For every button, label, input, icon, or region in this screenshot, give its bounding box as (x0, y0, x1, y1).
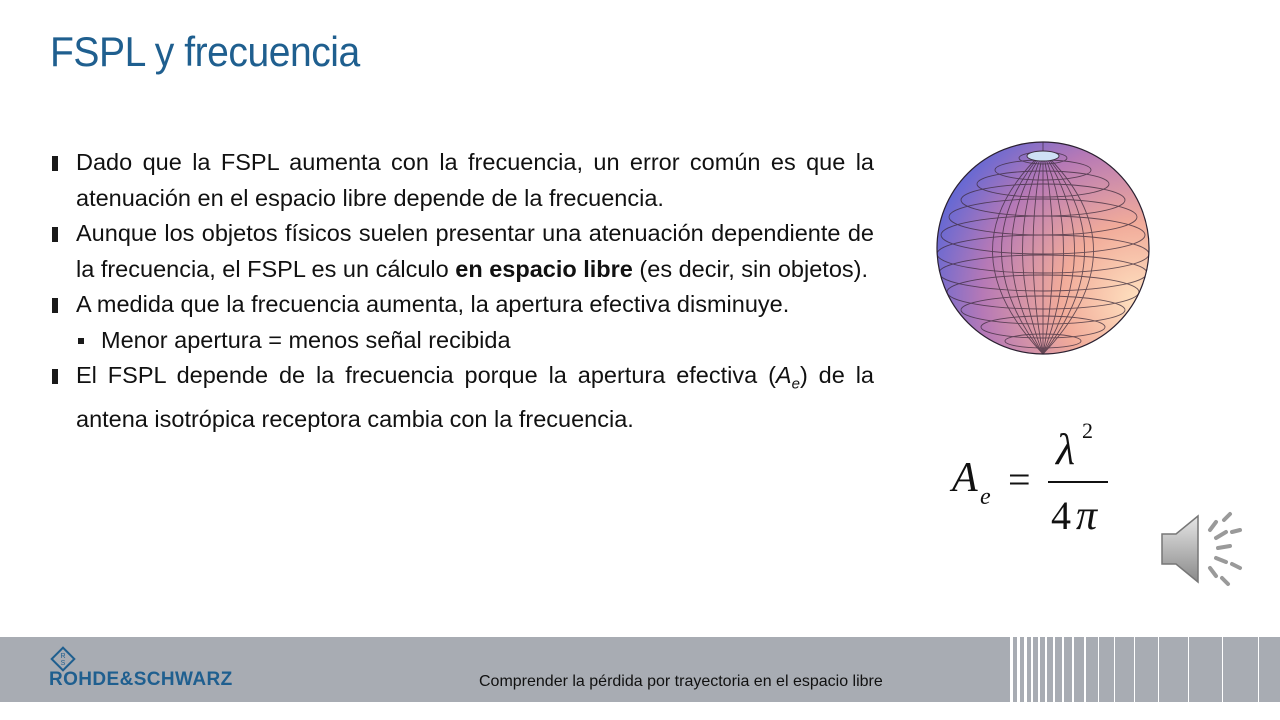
bullet-text-bold: en espacio libre (455, 255, 633, 282)
footer-stripe-pattern (1008, 637, 1280, 702)
footer-caption: Comprender la pérdida por trayectoria en el espacio libre (479, 673, 883, 690)
formula-numerator: λ (1056, 425, 1076, 474)
bullet-text-end: ) de la antena isotrópica receptora cambia con la frecuencia. (76, 362, 874, 433)
bullet-marker (52, 156, 58, 171)
bullet-item-1 (48, 145, 874, 216)
fraction-bar (1048, 481, 1108, 483)
bullet-text-start: Aunque los objetos físicos suelen presentar una atenuación dependiente de la frecuencia, el FSPL es un cálculo (76, 220, 874, 282)
sub-bullet-marker (78, 338, 84, 344)
bullet-item-2 (48, 216, 874, 287)
bullet-item-4 (48, 358, 874, 438)
formula-lhs: A (952, 455, 978, 501)
svg-text:S: S (60, 660, 66, 667)
speaker-audio-icon[interactable] (1158, 508, 1244, 590)
bullet-text: Dado que la FSPL aumenta con la frecuencia, un error común es que la atenuación en el espacio libre depende de la frecuencia. (76, 149, 874, 211)
isotropic-sphere-icon (930, 138, 1156, 360)
brand-name: ROHDE&SCHWARZ (49, 669, 233, 690)
effective-aperture-formula (952, 418, 1122, 543)
bullet-marker (52, 369, 58, 384)
aperture-subscript: e (791, 375, 800, 393)
formula-denominator-number: 4 (1051, 493, 1071, 538)
sub-bullet-text: Menor apertura = menos señal recibida (101, 326, 511, 353)
bullet-text-end: (es decir, sin objetos). (632, 255, 868, 282)
sub-bullet-item (48, 323, 874, 359)
aperture-symbol: A (775, 362, 792, 388)
formula-exponent: 2 (1082, 418, 1093, 443)
bullet-item-3 (48, 287, 874, 323)
bullet-text-start: El FSPL depende de la frecuencia porque la apertura efectiva ( (76, 362, 776, 388)
bullet-marker (52, 298, 58, 313)
svg-text:R: R (60, 653, 66, 660)
slide-title: FSPL y frecuencia (50, 28, 360, 75)
formula-denominator-symbol: π (1076, 493, 1098, 539)
bullet-text: A medida que la frecuencia aumenta, la apertura efectiva disminuye. (76, 291, 790, 317)
bullet-marker (52, 227, 58, 242)
bullet-list (48, 145, 874, 438)
formula-equals: = (1008, 457, 1031, 502)
formula-lhs-subscript: e (980, 484, 991, 510)
